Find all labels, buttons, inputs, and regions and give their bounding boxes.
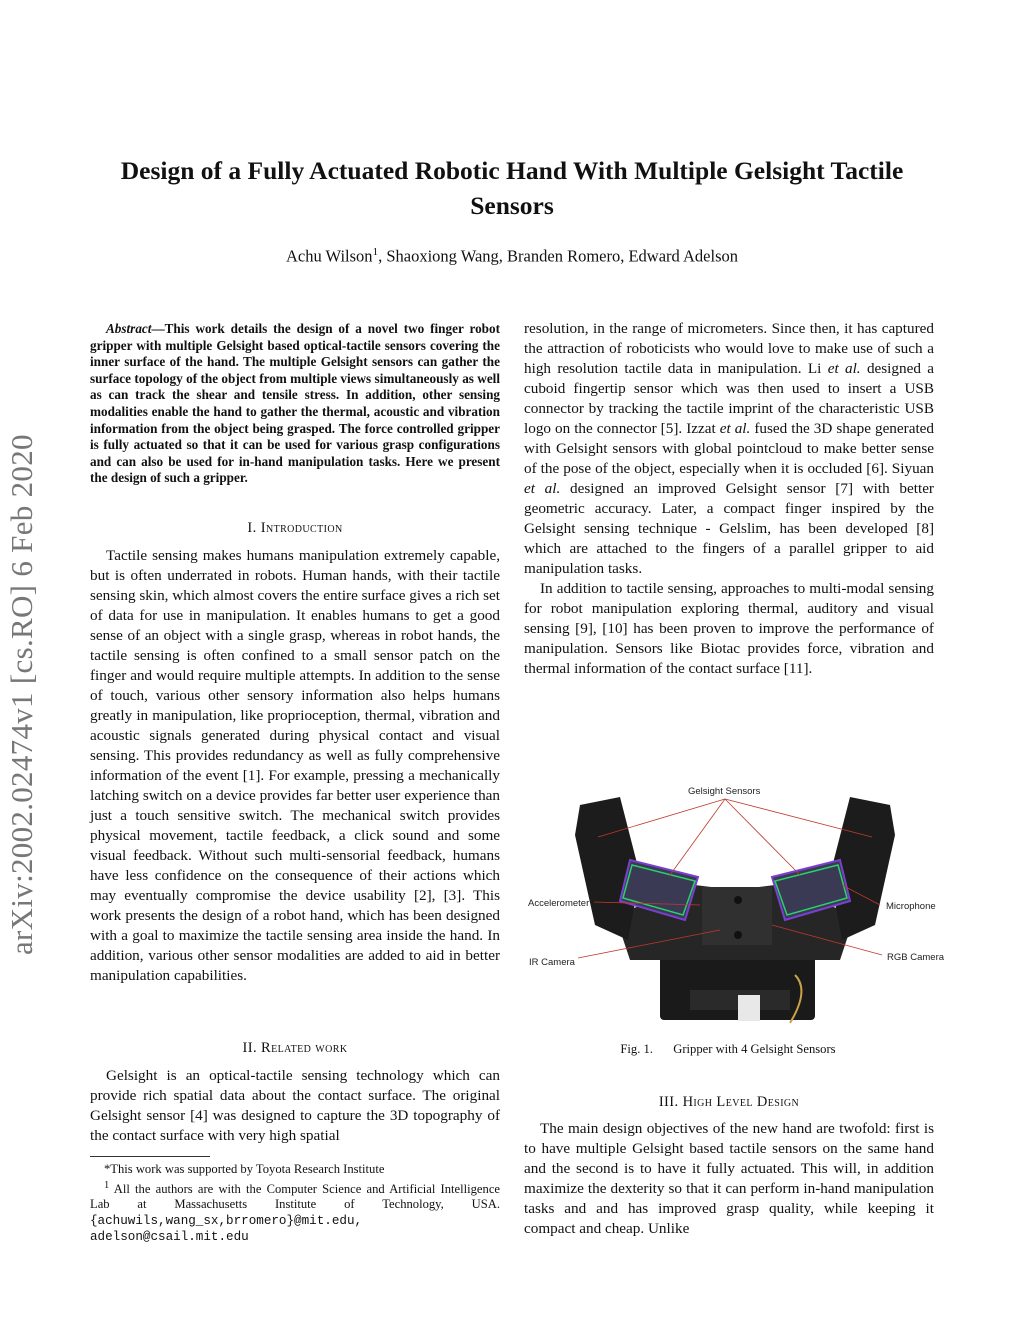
- footnote-mark: 1: [104, 1179, 110, 1191]
- author-rest: , Shaoxiong Wang, Branden Romero, Edward Adelson: [378, 246, 739, 266]
- author-affil-mark: 1: [372, 246, 379, 258]
- related-work-paragraph-2: In addition to tactile sensing, approaches to multi-modal sensing for robot manipulation exploring thermal, auditory and visual sensing [9], [10] has been proven to improve the performance of manipulation. Sensors like Biotac provides force, vibration and thermal information of the contact surface [11].: [524, 580, 934, 677]
- footnote-affiliation: $^1$ All the authors are with the Computer Science and Artificial Intelligence Lab at Massachusetts Institute of Technology, USA. {achuwils,wang_sx,brromero}@mit.edu, adelson@csail.mit.edu: [90, 1179, 500, 1245]
- ribbon-cable: [738, 995, 760, 1021]
- high-level-design-body: [524, 1119, 934, 1239]
- introduction-body: [90, 546, 500, 986]
- related-work-paragraph-cont: resolution, in the range of micrometers. Since then, it has captured the attraction of roboticists who would love to make use of such a high resolution tactile data in manipulation. Li et al. designed a cuboid fingertip sensor which was then used to insert a USB connector by tracking the tactile imprint of the characteristic USB logo on the connector [5]. Izzat et al. fused the 3D shape generated with Gelsight sensors with global pointcloud to make better sense of the pose of the object, especially when it is occluded [6]. Siyuan et al. designed an improved Gelsight sensor [7] with better geometric accuracy. Later, a compact finger inspired by the Gelsight sensing technique - Gelslim, has been developed [8] which are attached to the fingers of a parallel gripper to aid manipulation tasks.: [524, 320, 934, 577]
- abstract-text: This work details the design of a novel two finger robot gripper with multiple Gelsight based optical-tactile sensors covering the inner surface of the hand. The multiple Gelsight sensors can gather the surface topology of the object from multiple views simultaneously as well as can track the shear and tensile stress. In addition, other sensing modalities enable the hand to gather the thermal, acoustic and vibration information from the object being grasped. The force controlled gripper is fully actuated so that it can be used for various grasp configurations and can also be used for in-hand manipulation tasks. Here we present the design of such a gripper.: [90, 321, 500, 486]
- label-rgb-camera: RGB Camera: [887, 952, 945, 963]
- abstract-label: Abstract: [106, 321, 152, 336]
- paper-title: Design of a Fully Actuated Robotic Hand With Multiple Gelsight Tactile Sensors: [120, 156, 904, 220]
- abstract: [90, 321, 500, 487]
- introduction-paragraph: Tactile sensing makes humans manipulation extremely capable, but is often underrated in robots. Human hands, with their tactile sensing skin, which almost covers the entire surface gives a rich set of data for use in manipulation. It enables humans to get a good sense of an object with a single grasp, whereas in robot hands, the tactile sensing is often confined to a small sensor patch on the finger and would require multiple attempts. In addition to the sense of touch, various other sensory information also helps humans greatly in manipulation, like proprioception, thermal, vibration and acoustic signals generated during physical contact and visual sensing. This provides redundancy as well as fully comprehensive information of the event [1]. For example, pressing a mechanically latching switch on a device provides far better user experience than just a touch sensitive switch. The mechanical switch provides physical movement, tactile feedback, a click sound and some visual feedback. Without such multi-sensorial feedback, humans have less confidence on the consequence of their actions which may eventually compromise the device usability [2], [3]. This work presents the design of a robot hand, which has been designed with a goal to maximize the tactile sensing area inside the hand. In addition, various other sensor modalities are added to aid in better manipulation capabilities.: [90, 547, 500, 984]
- footnote-support: *This work was supported by Toyota Research Institute: [104, 1162, 385, 1176]
- abstract-dash: —: [151, 321, 165, 336]
- footnote-rule: [90, 1156, 210, 1157]
- caption-text: Gripper with 4 Gelsight Sensors: [673, 1042, 836, 1056]
- related-work-paragraph: Gelsight is an optical-tactile sensing technology which can provide rich spatial data about the contact surface. The original Gelsight sensor [4] was designed to capture the 3D topography of the contact surface with very high spatial: [90, 1067, 500, 1144]
- caption-number: Fig. 1.: [620, 1042, 653, 1056]
- label-ir-camera: IR Camera: [529, 957, 575, 968]
- author-list: [100, 246, 924, 267]
- footnotes: [90, 1162, 500, 1246]
- author-emails: {achuwils,wang_sx,brromero}@mit.edu, adelson@csail.mit.edu: [90, 1213, 363, 1245]
- section-number: I.: [247, 520, 257, 536]
- author-first: Achu Wilson: [285, 246, 373, 266]
- label-gelsight-sensors: Gelsight Sensors: [688, 786, 761, 797]
- section-heading-introduction: [90, 520, 500, 537]
- figure-caption: [520, 1042, 936, 1057]
- section-heading-high-level-design: [524, 1094, 934, 1111]
- section-number: II.: [242, 1040, 258, 1056]
- high-level-design-paragraph: The main design objectives of the new hand are twofold: first is to have multiple Gelsight based tactile sensors on the same hand and the second is to have it fully actuated. This will, in addition maximize the dexterity so that it can perform in-hand manipulation tasks and and has improved grasp quality, while keeping it compact and cheap. Unlike: [524, 1120, 934, 1237]
- label-accelerometer: Accelerometer: [528, 898, 590, 909]
- section-name: Introduction: [260, 520, 343, 536]
- section-heading-related-work: [90, 1040, 500, 1057]
- related-work-body: [90, 1066, 500, 1146]
- label-microphone: Microphone: [886, 901, 936, 912]
- section-name: Related work: [261, 1040, 348, 1056]
- arxiv-watermark: arXiv:2002.02474v1 [cs.RO] 6 Feb 2020: [4, 434, 39, 955]
- section-name: High Level Design: [682, 1094, 800, 1110]
- section-number: III.: [658, 1094, 679, 1110]
- related-work-continued: [524, 319, 934, 679]
- gripper-figure: [520, 775, 950, 1030]
